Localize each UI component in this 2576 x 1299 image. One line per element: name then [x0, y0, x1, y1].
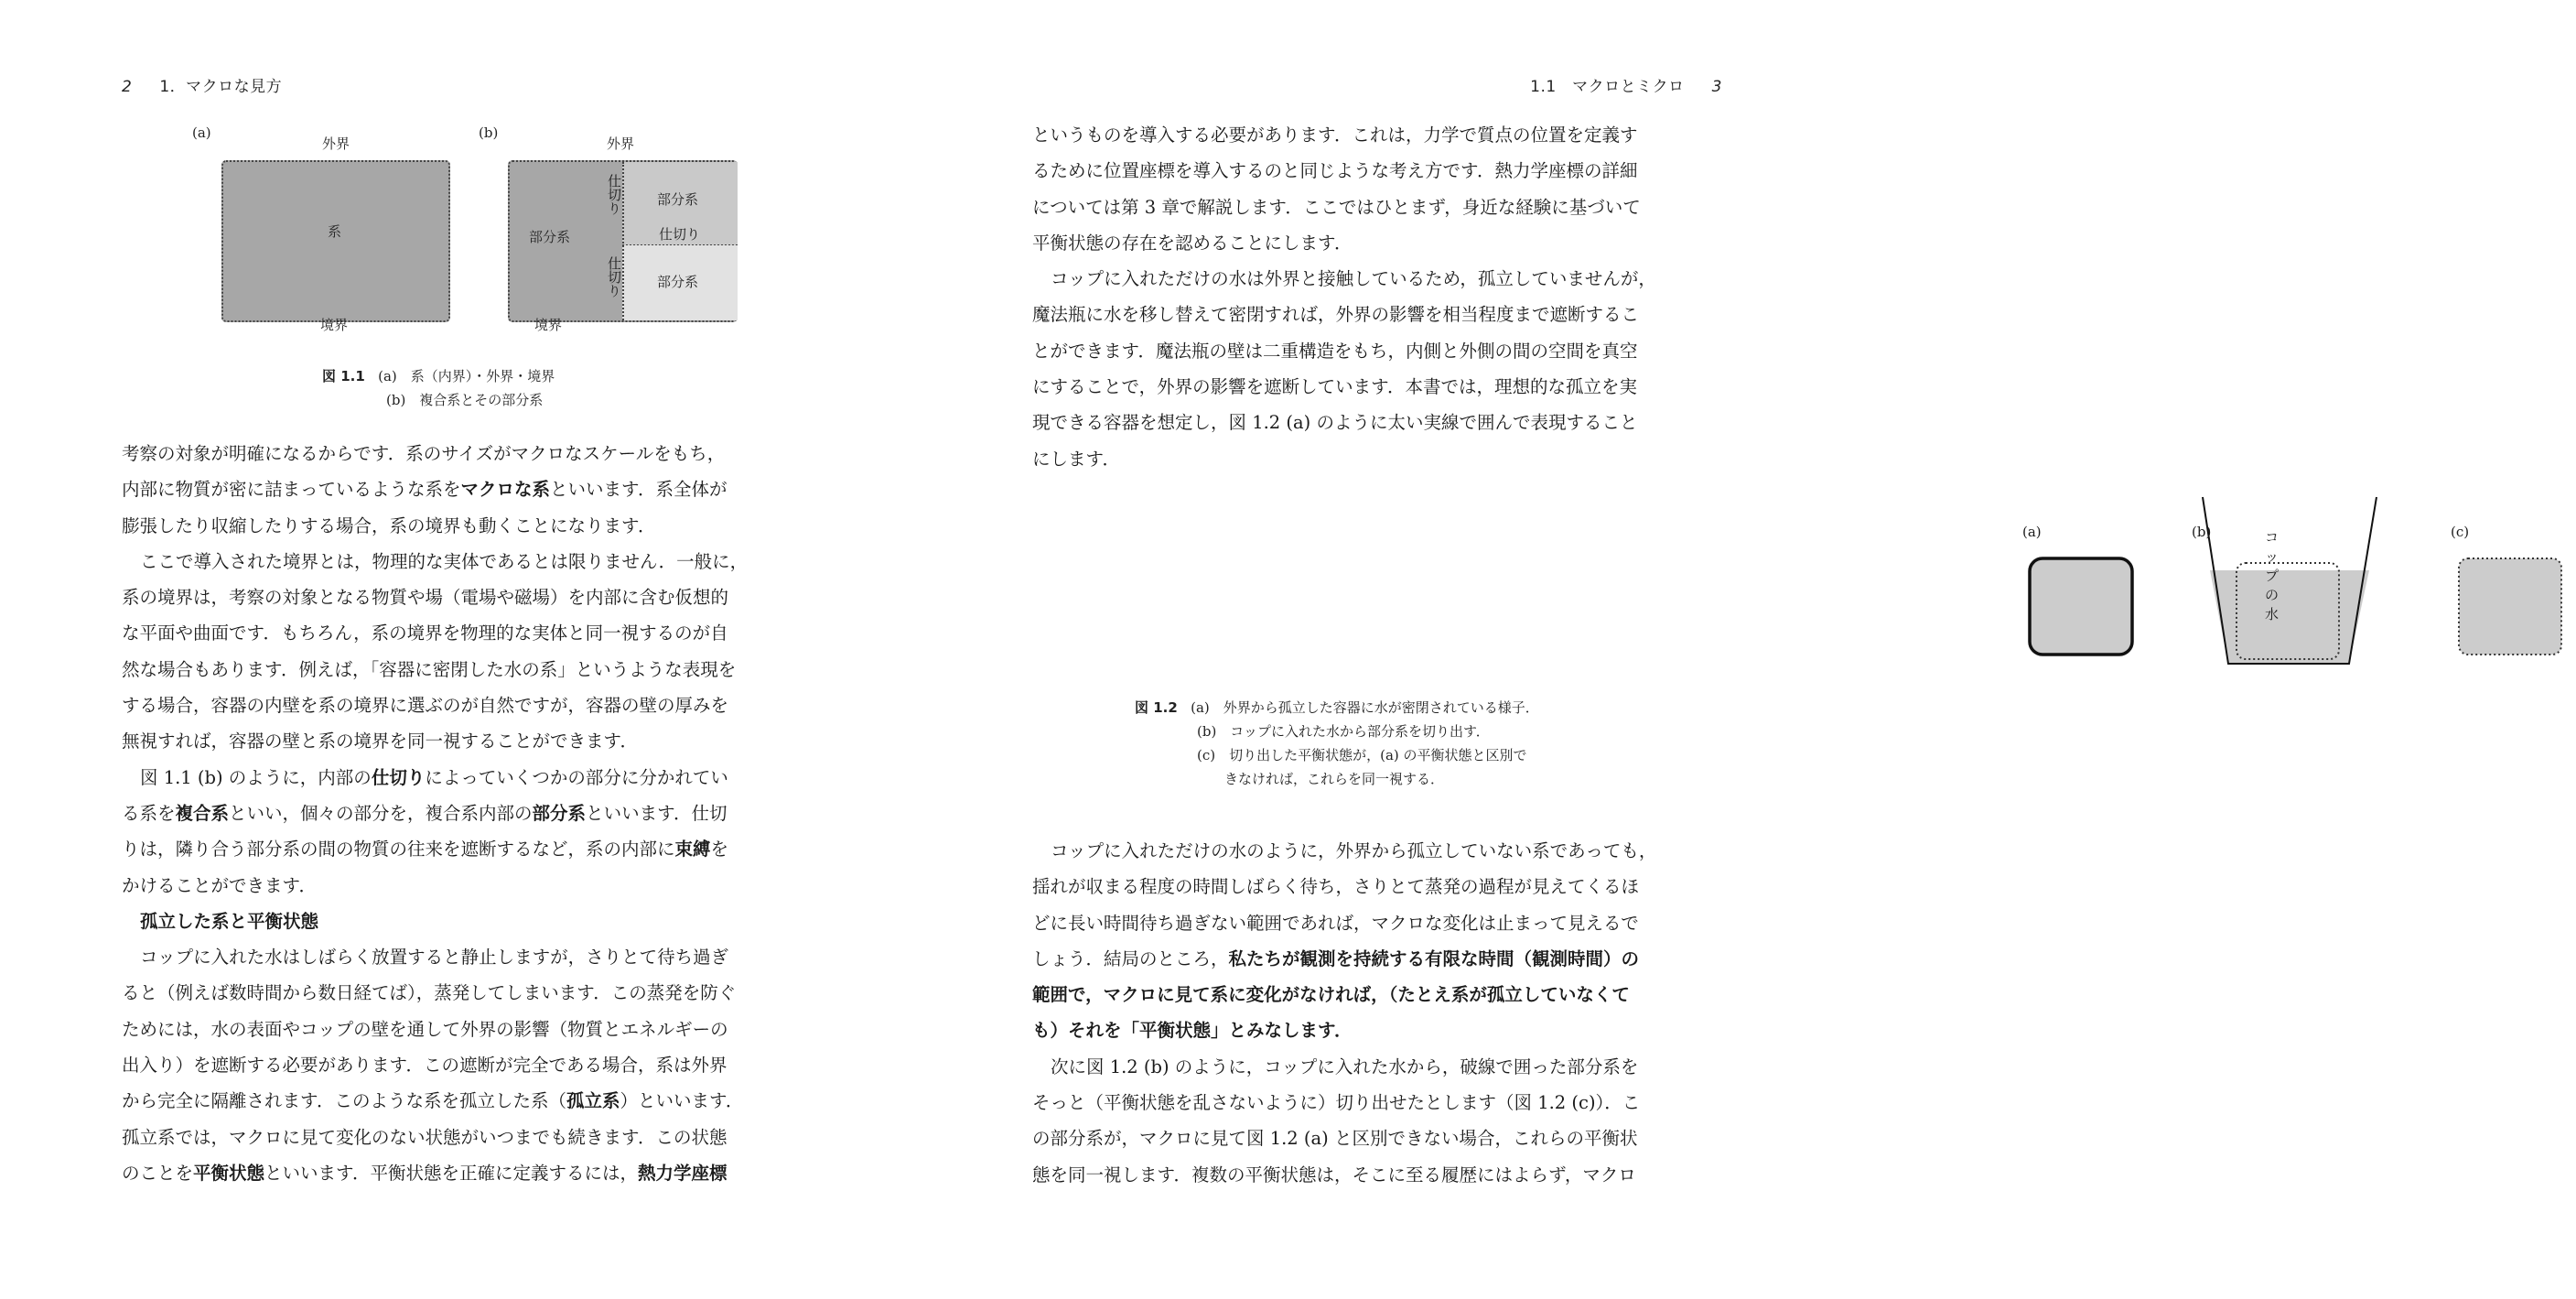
text-segment: 孤立系では，マクロに見て変化のない状態がいつまでも続きます．この状態	[122, 1126, 728, 1148]
fig2-b-water	[2210, 570, 2369, 664]
text-line	[122, 723, 748, 759]
caption-line: (b) コップに入れた水から部分系を切り出す．	[1197, 723, 1490, 740]
section-title: 1.1 マクロとミクロ	[1530, 78, 1685, 96]
text-segment: どに長い時間待ち過ぎない範囲であれば，マクロな変化は止まって見えるで	[1032, 912, 1639, 934]
text-segment: そっと（平衡状態を乱さないように）切り出せたとします（図 1.2 (c)）．こ	[1032, 1092, 1641, 1114]
text-segment: 図 1.1 (b) のように，内部の	[140, 766, 372, 788]
text-segment: 次に図 1.2 (b) のように，コップに入れた水から，破線で囲った部分系を	[1051, 1055, 1639, 1077]
page-number: 2	[122, 78, 133, 96]
text-segment: といいます．平衡状態を正確に定義するには，	[264, 1162, 638, 1184]
text-segment: 現できる容器を想定し，図 1.2 (a) のように太い実線で囲んで表現すること	[1032, 412, 1638, 434]
text-segment: の部分系が，マクロに見て図 1.2 (a) と区別できない場合，これらの平衡状	[1032, 1128, 1638, 1150]
text-line	[122, 436, 748, 471]
left-page-header	[122, 73, 282, 96]
section-heading	[122, 904, 748, 939]
page-number: 3	[1711, 78, 1722, 96]
text-segment: コップに入れただけの水は外界と接触しているため，孤立していませんが，	[1051, 268, 1656, 290]
text-line	[1032, 869, 1656, 904]
text-line	[1032, 833, 1656, 869]
text-segment: 平衡状態の存在を認めることにします．	[1032, 232, 1353, 254]
fig-b-subsystem-bottom-label: 部分系	[657, 274, 699, 290]
text-segment: 然な場合もあります．例えば，「容器に密閉した水の系」というような表現を	[122, 658, 737, 680]
text-segment: 出入り）を遮断する必要があります．この遮断が完全である場合，系は外界	[122, 1055, 728, 1077]
right-body-text-bottom	[1032, 833, 1656, 1193]
text-segment: ここで導入された境界とは，物理的な実体であるとは限りません．一般に，	[140, 550, 749, 572]
text-line	[1032, 297, 1656, 332]
text-segment: ）といいます．	[620, 1090, 744, 1112]
text-line	[122, 579, 748, 615]
text-segment: 考察の対象が明確になるからです．系のサイズがマクロなスケールをもち，	[122, 443, 726, 464]
text-segment: コップに入れただけの水のように，外界から孤立していない系であっても，	[1051, 840, 1657, 861]
text-line	[122, 1155, 748, 1191]
right-body-text-top	[1032, 117, 1656, 477]
fig-a-boundary-label: 境界	[320, 317, 349, 333]
fig2-cup-label: コップの水	[2265, 529, 2280, 622]
text-line	[122, 760, 748, 796]
left-body-text	[122, 436, 748, 1191]
fig2-a-label: (a)	[2022, 524, 2042, 540]
bold-term: 熱力学座標	[637, 1162, 728, 1184]
fig-b-label: (b)	[479, 124, 499, 141]
text-segment: にします．	[1032, 448, 1120, 470]
text-segment: ると（例えば数時間から数日経てば），蒸発してしまいます．この蒸発を防ぐ	[122, 982, 737, 1004]
text-segment: 孤立した系と平衡状態	[140, 910, 319, 932]
text-line	[122, 796, 748, 831]
text-line	[122, 471, 748, 507]
fig-a-system-box	[221, 160, 450, 322]
bold-term: 仕切り	[371, 766, 426, 788]
bold-term: も）それを「平衡状態」とみなします．	[1032, 1020, 1353, 1042]
text-line	[1032, 261, 1656, 297]
text-segment: コップに入れた水はしばらく放置すると静止しますが，さりとて待ち過ぎ	[140, 947, 729, 969]
caption-line: (a) 系（内界）・外界・境界	[378, 368, 555, 384]
text-line	[122, 687, 748, 723]
figure-1-1-caption	[322, 364, 555, 412]
text-line	[122, 1120, 748, 1155]
text-line	[122, 544, 748, 579]
fig-b-subsystem-left-label: 部分系	[529, 229, 571, 245]
text-line	[122, 615, 748, 651]
fig-b-subsystem-top-label: 部分系	[657, 191, 699, 208]
figure-number: 図 1.1	[322, 368, 365, 384]
text-line	[122, 831, 748, 867]
text-segment: るために位置座標を導入するのと同じような考え方です．熱力学座標の詳細	[1032, 160, 1638, 182]
text-segment: を	[710, 839, 729, 861]
bold-term: 範囲で，マクロに見て系に変化がなければ，（たとえ系が孤立していなくて	[1032, 984, 1630, 1006]
text-line	[122, 1047, 748, 1083]
right-page-header	[1530, 73, 1722, 96]
caption-line: (a) 外界から孤立した容器に水が密閉されている様子．	[1191, 699, 1539, 716]
text-line	[1032, 1085, 1656, 1120]
left-page	[0, 0, 915, 1299]
text-line	[122, 652, 748, 687]
text-line	[122, 939, 748, 975]
fig2-c-label: (c)	[2451, 524, 2470, 540]
bold-term: 平衡状態	[193, 1162, 265, 1184]
bold-term: 孤立系	[566, 1090, 620, 1112]
text-segment: にすることで，外界の影響を遮断しています．本書では，理想的な孤立を実	[1032, 376, 1638, 398]
figure-1-2	[2009, 494, 2576, 677]
text-line	[1032, 1120, 1656, 1156]
text-segment: から完全に隔離されます．このような系を孤立した系（	[122, 1090, 566, 1112]
text-segment: る系を	[122, 802, 176, 824]
fig-b-partition-label-3: 仕切り	[659, 226, 701, 243]
text-segment: 態を同一視します．複数の平衡状態は，そこに至る履歴にはよらず，マクロ	[1032, 1164, 1636, 1185]
text-segment: りは，隣り合う部分系の間の物質の往来を遮断するなど，系の内部に	[122, 839, 675, 861]
text-line	[1032, 1049, 1656, 1085]
chapter-title: 1．マクロな見方	[159, 78, 283, 96]
text-segment: 系の境界は，考察の対象となる物質や場（電場や磁場）を内部に含む仮想的	[122, 587, 729, 609]
text-segment: 内部に物質が密に詰まっているような系を	[122, 479, 461, 501]
figure-1-2-caption	[1135, 696, 1539, 791]
figure-number: 図 1.2	[1135, 699, 1178, 716]
text-line	[122, 868, 748, 904]
bold-term: 複合系	[175, 802, 230, 824]
text-line	[1032, 941, 1656, 977]
text-segment: しょう．結局のところ，	[1032, 947, 1229, 969]
text-segment: については第 3 章で解説します．ここではひとまず，身近な経験に基づいて	[1032, 196, 1641, 218]
text-line	[122, 1012, 748, 1047]
text-line	[1032, 225, 1656, 261]
fig2-c-cut-subsystem	[2459, 558, 2561, 655]
text-segment: といい，個々の部分を，複合系内部の	[229, 802, 533, 824]
text-line	[1032, 1012, 1656, 1048]
text-segment: のことを	[122, 1162, 194, 1184]
text-line	[1032, 153, 1656, 189]
fig-b-partition-label-2: 仕切り	[606, 256, 622, 298]
text-segment: とができます．魔法瓶の壁は二重構造をもち，内側と外側の間の空間を真空	[1032, 340, 1638, 362]
text-segment: というものを導入する必要があります．これは，力学で質点の位置を定義す	[1032, 124, 1638, 146]
text-line	[122, 1083, 748, 1119]
text-line	[122, 508, 748, 544]
text-segment: ためには，水の表面やコップの壁を通して外界の影響（物質とエネルギーの	[122, 1018, 728, 1040]
text-segment: といいます．系全体が	[550, 479, 728, 501]
bold-term: 部分系	[532, 802, 587, 824]
bold-term: 束縛	[674, 839, 711, 861]
text-line	[122, 975, 748, 1011]
caption-line: (b) 複合系とその部分系	[386, 392, 544, 408]
text-line	[1032, 369, 1656, 405]
text-segment: かけることができます．	[122, 874, 317, 896]
fig-a-label: (a)	[192, 124, 211, 141]
fig-a-system-label: 系	[328, 223, 342, 240]
text-line	[1032, 117, 1656, 153]
text-segment: な平面や曲面です．もちろん，系の境界を物理的な実体と同一視するのが自	[122, 622, 728, 644]
bold-term: 私たちが観測を持続する有限な時間（観測時間）の	[1228, 947, 1640, 969]
text-line	[1032, 405, 1656, 440]
text-segment: 膨張したり収縮したりする場合，系の境界も動くことになります．	[122, 514, 656, 536]
fig-b-boundary-label: 境界	[534, 317, 563, 333]
text-line	[1032, 905, 1656, 941]
caption-line: (c) 切り出した平衡状態が，(a) の平衡状態と区別で	[1197, 747, 1527, 763]
bold-term: マクロな系	[460, 479, 551, 501]
text-segment: 魔法瓶に水を移し替えて密閉すれば，外界の影響を相当程度まで遮断するこ	[1032, 304, 1640, 326]
text-line	[1032, 977, 1656, 1012]
fig2-b-label: (b)	[2192, 524, 2212, 540]
text-line	[1032, 333, 1656, 369]
text-line	[1032, 441, 1656, 477]
fig2-a-isolated-container	[2030, 558, 2132, 655]
right-page	[915, 0, 2470, 1299]
caption-line: きなければ，これらを同一視する．	[1224, 771, 1445, 787]
text-segment: によっていくつかの部分に分かれてい	[425, 766, 728, 788]
fig-b-partition-label-1: 仕切り	[606, 174, 622, 215]
text-line	[1032, 1157, 1656, 1193]
fig-a-outside-label: 外界	[322, 135, 350, 152]
text-segment: する場合，容器の内壁を系の境界に選ぶのが自然ですが，容器の壁の厚みを	[122, 695, 729, 717]
text-line	[1032, 189, 1656, 225]
text-segment: 無視すれば，容器の壁と系の境界を同一視することができます．	[122, 731, 638, 752]
text-segment: 揺れが収まる程度の時間しばらく待ち，さりとて蒸発の過程が見えてくるほ	[1032, 876, 1640, 898]
text-segment: といいます．仕切	[586, 802, 728, 824]
fig-b-outside-label: 外界	[607, 135, 635, 152]
